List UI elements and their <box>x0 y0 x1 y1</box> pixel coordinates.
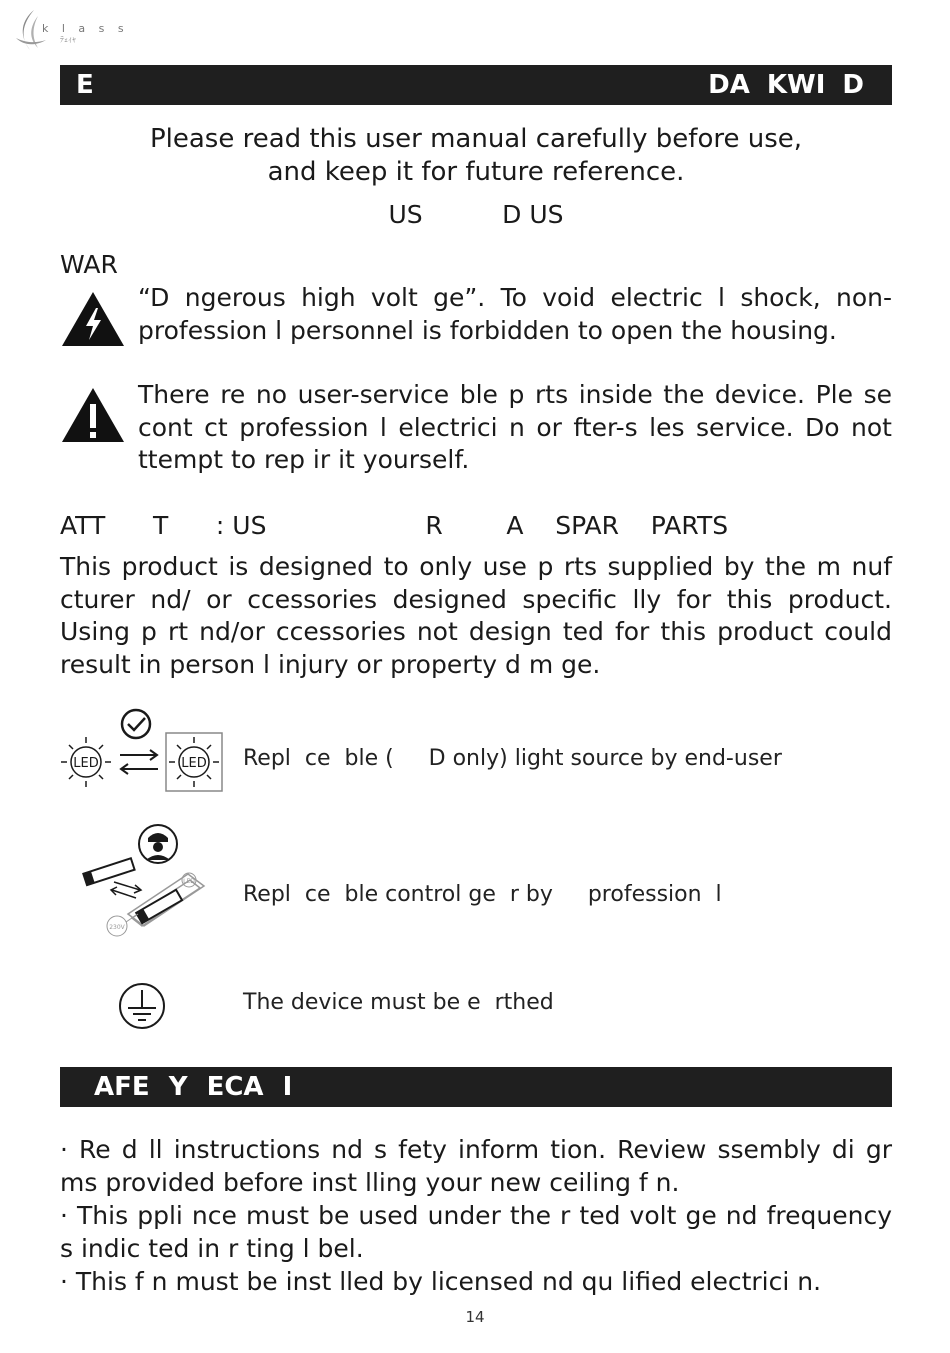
logo-wordmark: k l a s s <box>42 22 129 35</box>
intro-line-2: and keep it for future reference. <box>267 157 685 187</box>
warning-text-service: There re no user-service ble p rts inside the device. Ple se cont ct profession l electrici n or fter-s les service. Do not ttempt to rep ir it yourself. <box>138 380 892 474</box>
header-bar-right: DA KWI D <box>708 70 864 100</box>
language-header-bar <box>60 65 892 105</box>
safety-item: · This f n must be inst lled by licensed nd qu lified electrici n. <box>60 1267 822 1296</box>
page-number: 14 <box>465 1308 485 1326</box>
symbol-led-label: Repl ce ble ( D only) light source by end-user <box>243 746 782 771</box>
safety-item: · This ppli nce must be used under the r ted volt ge nd frequency s indic ted in r ting l bel. <box>60 1201 892 1263</box>
high-voltage-icon <box>60 290 126 348</box>
warning-text-voltage: “D ngerous high volt ge”. To void electric l shock, non-profession l personnel is forbidden to open the housing. <box>138 283 892 345</box>
earth-ground-icon <box>118 982 166 1030</box>
logo-subtext: ﾃｪｨｬ <box>60 35 76 44</box>
sub-heading: US D US <box>388 200 564 229</box>
warning-label: WAR <box>60 250 118 279</box>
attention-text: This product is designed to only use p rts supplied by the m nuf cturer nd/ or ccessories designed specific lly for this product. Using p rt nd/or ccessories not design ted for this product could result in person l injury or property d m ge. <box>60 552 892 679</box>
safety-item: · Re d ll instructions nd s fety inform tion. Review ssembly di gr ms provided before inst lling your new ceiling f n. <box>60 1135 892 1197</box>
safety-list <box>60 1133 892 1298</box>
technician-icon <box>139 825 177 863</box>
intro-line-1: Please read this user manual carefully before use, <box>149 124 803 154</box>
voltage-label: 230V <box>109 924 125 931</box>
check-icon <box>122 710 150 738</box>
led-left-label: LED <box>73 756 99 771</box>
intro-text <box>60 123 892 189</box>
led-right-label: LED <box>181 756 207 771</box>
symbol-control-gear-label: Repl ce ble control ge r by profession l <box>243 882 722 907</box>
gear-led-label: LED <box>183 878 195 885</box>
exclamation-warning-icon <box>60 386 126 444</box>
attention-heading: ATT T : US R A SPAR PARTS <box>60 511 729 540</box>
header-bar-left: E <box>76 70 94 100</box>
safety-section-bar: AFE Y ECA I <box>60 1067 892 1107</box>
led-replaceable-icon <box>58 705 228 795</box>
symbol-earth-label: The device must be e rthed <box>243 990 554 1015</box>
control-gear-replace-icon <box>78 822 208 942</box>
